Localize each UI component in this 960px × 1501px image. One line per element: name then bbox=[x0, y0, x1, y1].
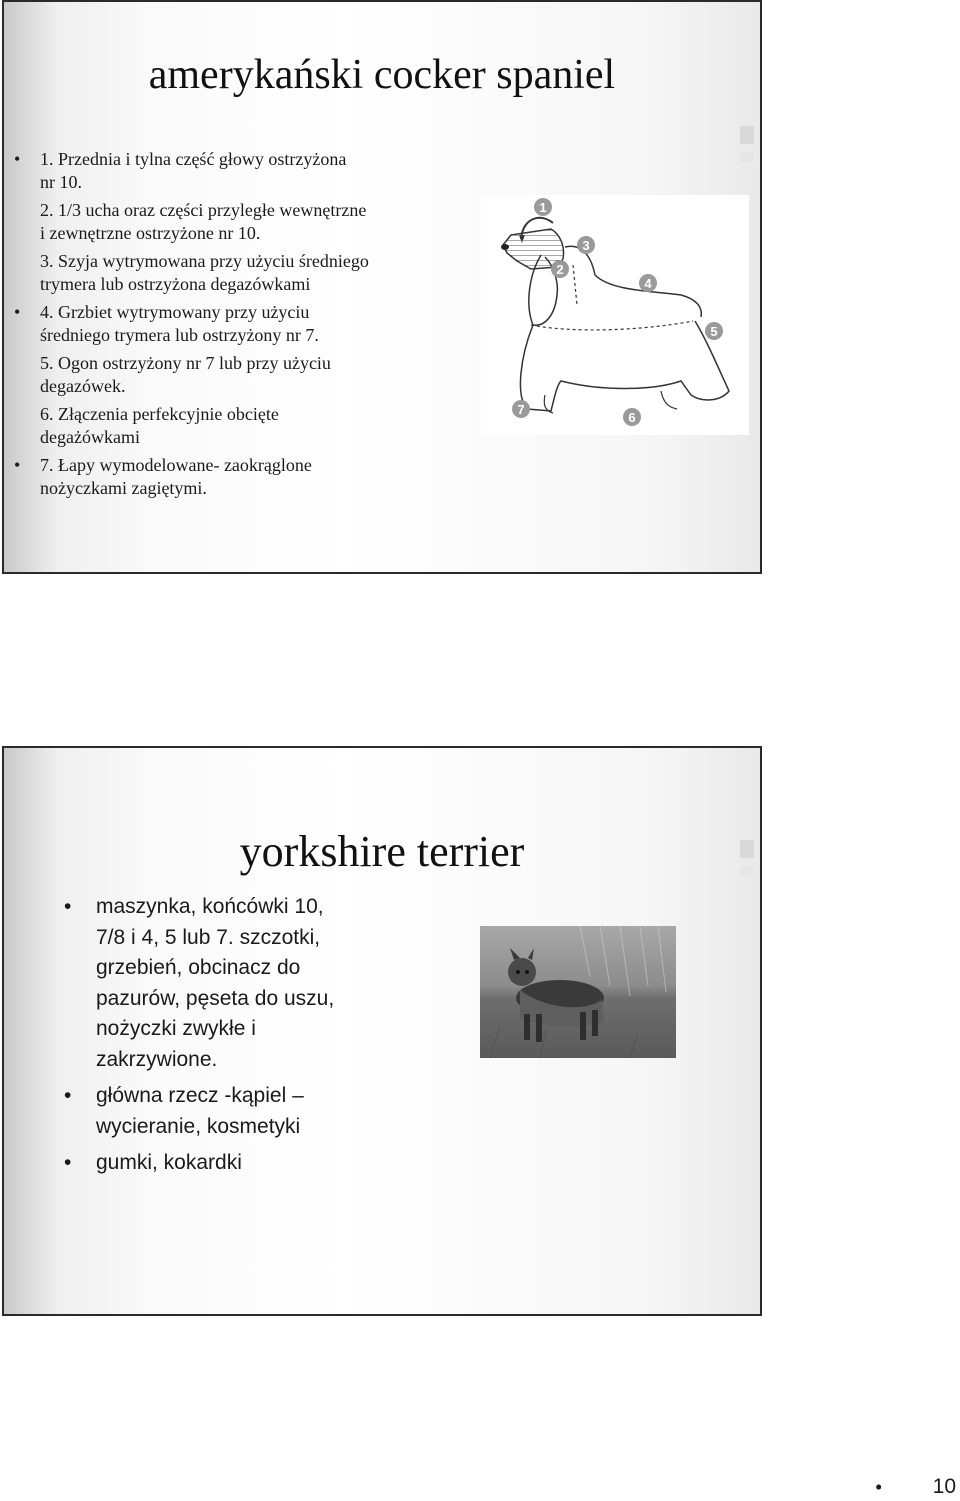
grooming-step-item bbox=[4, 199, 424, 245]
step-text-line: nożyczkami zagiętymi. bbox=[40, 478, 207, 498]
step-text-line: trymera lub ostrzyżona degazówkami bbox=[40, 274, 311, 294]
grooming-step-item bbox=[4, 403, 424, 449]
slide-title: amerykański cocker spaniel bbox=[148, 52, 616, 98]
cocker-spaniel-diagram bbox=[481, 195, 749, 435]
bullet-icon: • bbox=[14, 149, 21, 169]
diagram-label-6 bbox=[623, 408, 641, 426]
diagram-label-7 bbox=[512, 400, 530, 418]
svg-text:2: 2 bbox=[556, 262, 564, 277]
slide-cocker-spaniel bbox=[2, 0, 762, 574]
diagram-label-5 bbox=[705, 322, 723, 340]
grooming-step-item bbox=[4, 301, 424, 347]
svg-text:1: 1 bbox=[539, 200, 547, 215]
bullet-icon: • bbox=[64, 1084, 72, 1107]
bullet-icon: • bbox=[64, 895, 72, 918]
bullet-icon: • bbox=[14, 455, 21, 475]
step-text-line: 4. Grzbiet wytrymowany przy użyciu bbox=[40, 302, 310, 322]
tool-text-line: grzebień, obcinacz do bbox=[96, 956, 301, 979]
tool-text-line: nożyczki zwykłe i bbox=[96, 1017, 256, 1040]
tool-text-line: maszynka, końcówki 10, bbox=[96, 895, 324, 918]
tool-text-line: pazurów, pęseta do uszu, bbox=[96, 986, 335, 1010]
step-text-line: średniego trymera lub ostrzyżony nr 7. bbox=[40, 325, 319, 345]
slide-title: yorkshire terrier bbox=[239, 827, 525, 876]
grooming-step-item bbox=[4, 454, 424, 500]
step-text-line: 3. Szyja wytrymowana przy użyciu średniego bbox=[40, 251, 369, 271]
grooming-step-item bbox=[4, 250, 424, 296]
grooming-step-item bbox=[4, 352, 424, 398]
svg-text:6: 6 bbox=[628, 410, 636, 425]
step-text-line: 1. Przednia i tylna część głowy ostrzyżona bbox=[40, 149, 347, 169]
diagram-label-4 bbox=[639, 274, 657, 292]
step-text-line: degazówek. bbox=[40, 376, 126, 396]
diagram-label-1 bbox=[534, 198, 552, 216]
slide-yorkshire-terrier bbox=[2, 746, 762, 1316]
step-text-line: nr 10. bbox=[40, 172, 82, 192]
slide-decoration bbox=[740, 152, 754, 162]
tool-list-item bbox=[4, 892, 424, 1075]
dog-outline-illustration bbox=[481, 195, 749, 435]
tool-text-line: główna rzecz -kąpiel – bbox=[96, 1084, 304, 1107]
svg-text:4: 4 bbox=[644, 276, 652, 291]
step-text-line: 6. Złączenia perfekcyjnie obcięte bbox=[40, 404, 279, 424]
svg-text:5: 5 bbox=[710, 324, 718, 339]
grooming-step-item bbox=[4, 148, 424, 194]
page-bullet: • bbox=[875, 1475, 883, 1499]
tool-text-line: 7/8 i 4, 5 lub 7. szczotki, bbox=[96, 925, 321, 949]
grooming-steps-list bbox=[4, 148, 424, 505]
tool-text-line: gumki, kokardki bbox=[96, 1151, 242, 1174]
step-text-line: 7. Łapy wymodelowane- zaokrąglone bbox=[40, 455, 312, 475]
bullet-icon: • bbox=[64, 1151, 72, 1174]
step-text-line: i zewnętrzne ostrzyżone nr 10. bbox=[40, 223, 261, 243]
step-text-line: 5. Ogon ostrzyżony nr 7 lub przy użyciu bbox=[40, 353, 331, 373]
tool-list-item bbox=[4, 1148, 424, 1179]
dog-photo-illustration bbox=[480, 926, 676, 1058]
svg-text:7: 7 bbox=[517, 402, 525, 417]
svg-text:3: 3 bbox=[582, 238, 590, 253]
step-text-line: degażówkami bbox=[40, 427, 140, 447]
tool-text-line: zakrzywione. bbox=[96, 1047, 218, 1071]
page-number: 10 bbox=[932, 1475, 956, 1498]
tool-list-item bbox=[4, 1081, 424, 1142]
slide-decoration bbox=[740, 126, 754, 144]
diagram-label-3 bbox=[577, 236, 595, 254]
yorkshire-terrier-photo bbox=[480, 926, 676, 1058]
grooming-tools-list bbox=[4, 892, 424, 1185]
step-text-line: 2. 1/3 ucha oraz części przyległe wewnętrzne bbox=[40, 200, 367, 220]
diagram-label-2 bbox=[551, 260, 569, 278]
tool-text-line: wycieranie, kosmetyki bbox=[96, 1114, 301, 1138]
bullet-icon: • bbox=[14, 302, 21, 322]
